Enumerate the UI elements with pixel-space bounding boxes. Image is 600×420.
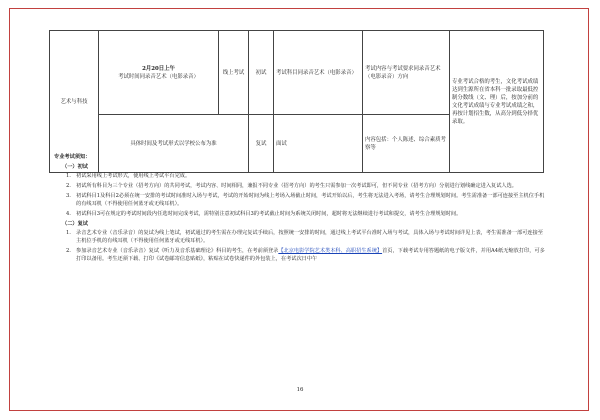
page-number: 16 — [296, 387, 304, 393]
section-heading-preliminary: （一）初试 — [62, 164, 88, 170]
exam-stage-cell: 初试 — [249, 31, 274, 115]
list-item: 1. 初试采用线上考试形式，使用线上考试平台完成。 — [66, 173, 191, 179]
exam-schedule-table — [49, 30, 544, 173]
retest-content-cell: 内容包括：个人陈述、综合素质考察等 — [363, 115, 450, 173]
notes-title: 专业考试须知： — [54, 154, 91, 160]
list-item: 4. 初试科目3可在规定的考试时间段内任选时间完成考试，需特别注意初试科目3的考试截止时间为系统关闭时间，超时将无法继续进行考试和提交，请考生合理规划时间。 — [66, 211, 462, 217]
section-heading-retest: （二）复试 — [62, 221, 88, 227]
list-item: 2. 参加录音艺术专业（音乐录音）复试《听力及音乐基础理论》科目的考生，在考前须登录【北京电影学院艺术类本科、高职招生系统】首页，下载考试专用答题纸的电子版文件，并用A4纸无缩放打印，可多打印以备用。考生还须下载、打印《试卷邮寄信息贴纸》，粘贴在试卷快递件的外包装上，在考试次日中午 — [66, 248, 545, 262]
time-cell — [99, 31, 219, 115]
admission-remark-cell: 专业考试合格的考生，文化考试成绩达到生源所在省本科一批录取最低控制分数线（文、理）后，按加分前的文化考试成绩与专业考试成绩之和，再按计划招生数，从高分到低分择优录取。 — [450, 31, 544, 173]
exam-content-cell: 考试内容与考试要求同录音艺术（电影录音）方向 — [363, 31, 450, 115]
exam-date: 2月20日上午 — [142, 65, 175, 72]
retest-subjects-cell: 面试 — [274, 115, 363, 173]
category-cell: 艺术与科技 — [50, 31, 99, 173]
exam-subjects-cell: 考试科目同录音艺术（电影录音） — [274, 31, 363, 115]
exam-notes — [54, 153, 548, 265]
exam-form-cell: 线上考试 — [219, 31, 249, 115]
retest-time-cell: 具体时间及考试形式以学校公布为准 — [99, 115, 249, 173]
table-row — [50, 31, 544, 115]
retest-note-2: 参加录音艺术专业（音乐录音）复试《听力及音乐基础理论》科目的考生，在考前须登录【北京电影学院艺术类本科、高职招生系统】首页，下载考试专用答题纸的电子版文件，并用A4纸无缩放打印，可多打印以备用。考生还须下载、打印《试卷邮寄信息贴纸》，粘贴在试卷快递件的外包装上，在考试次日中午 — [76, 248, 545, 262]
list-item: 2. 初试所有科目为三个专业（招考方向）的共同考试，考试内容、时间相同，兼报不同专业（招考方向）的考生只需参加一次考试即可，但不同专业（招考方向）分别进行划线确定进入复试人选。 — [66, 183, 517, 189]
exam-time-note: 考试时间同录音艺术（电影录音） — [118, 73, 199, 80]
list-item: 1. 录音艺术专业（音乐录音）的复试为线上笔试，初试通过的考生需在办理完复试手续后，按照统一安排的时间，通过线上考试平台准时入场与考试，具体入场与考试时间详见上表，考生需准备一部可连接至主机位手机的有线耳机（不得使用任何蓝牙或无线耳机）。 — [66, 230, 543, 244]
retest-stage-cell: 复试 — [249, 115, 274, 173]
admission-system-link[interactable]: 【北京电影学院艺术类本科、高职招生系统】 — [278, 248, 383, 254]
list-item: 3. 初试科目1及科目2必须在统一安排的考试时间准时入场与考试，考试的开始时间为线上考场入场截止时间，考试开始以后，考生将无法进入考场，请考生合理规划时间。考生需准备一部可连接至主机位手机的有线耳机（不得使用任何蓝牙或无线耳机）。 — [66, 193, 545, 207]
